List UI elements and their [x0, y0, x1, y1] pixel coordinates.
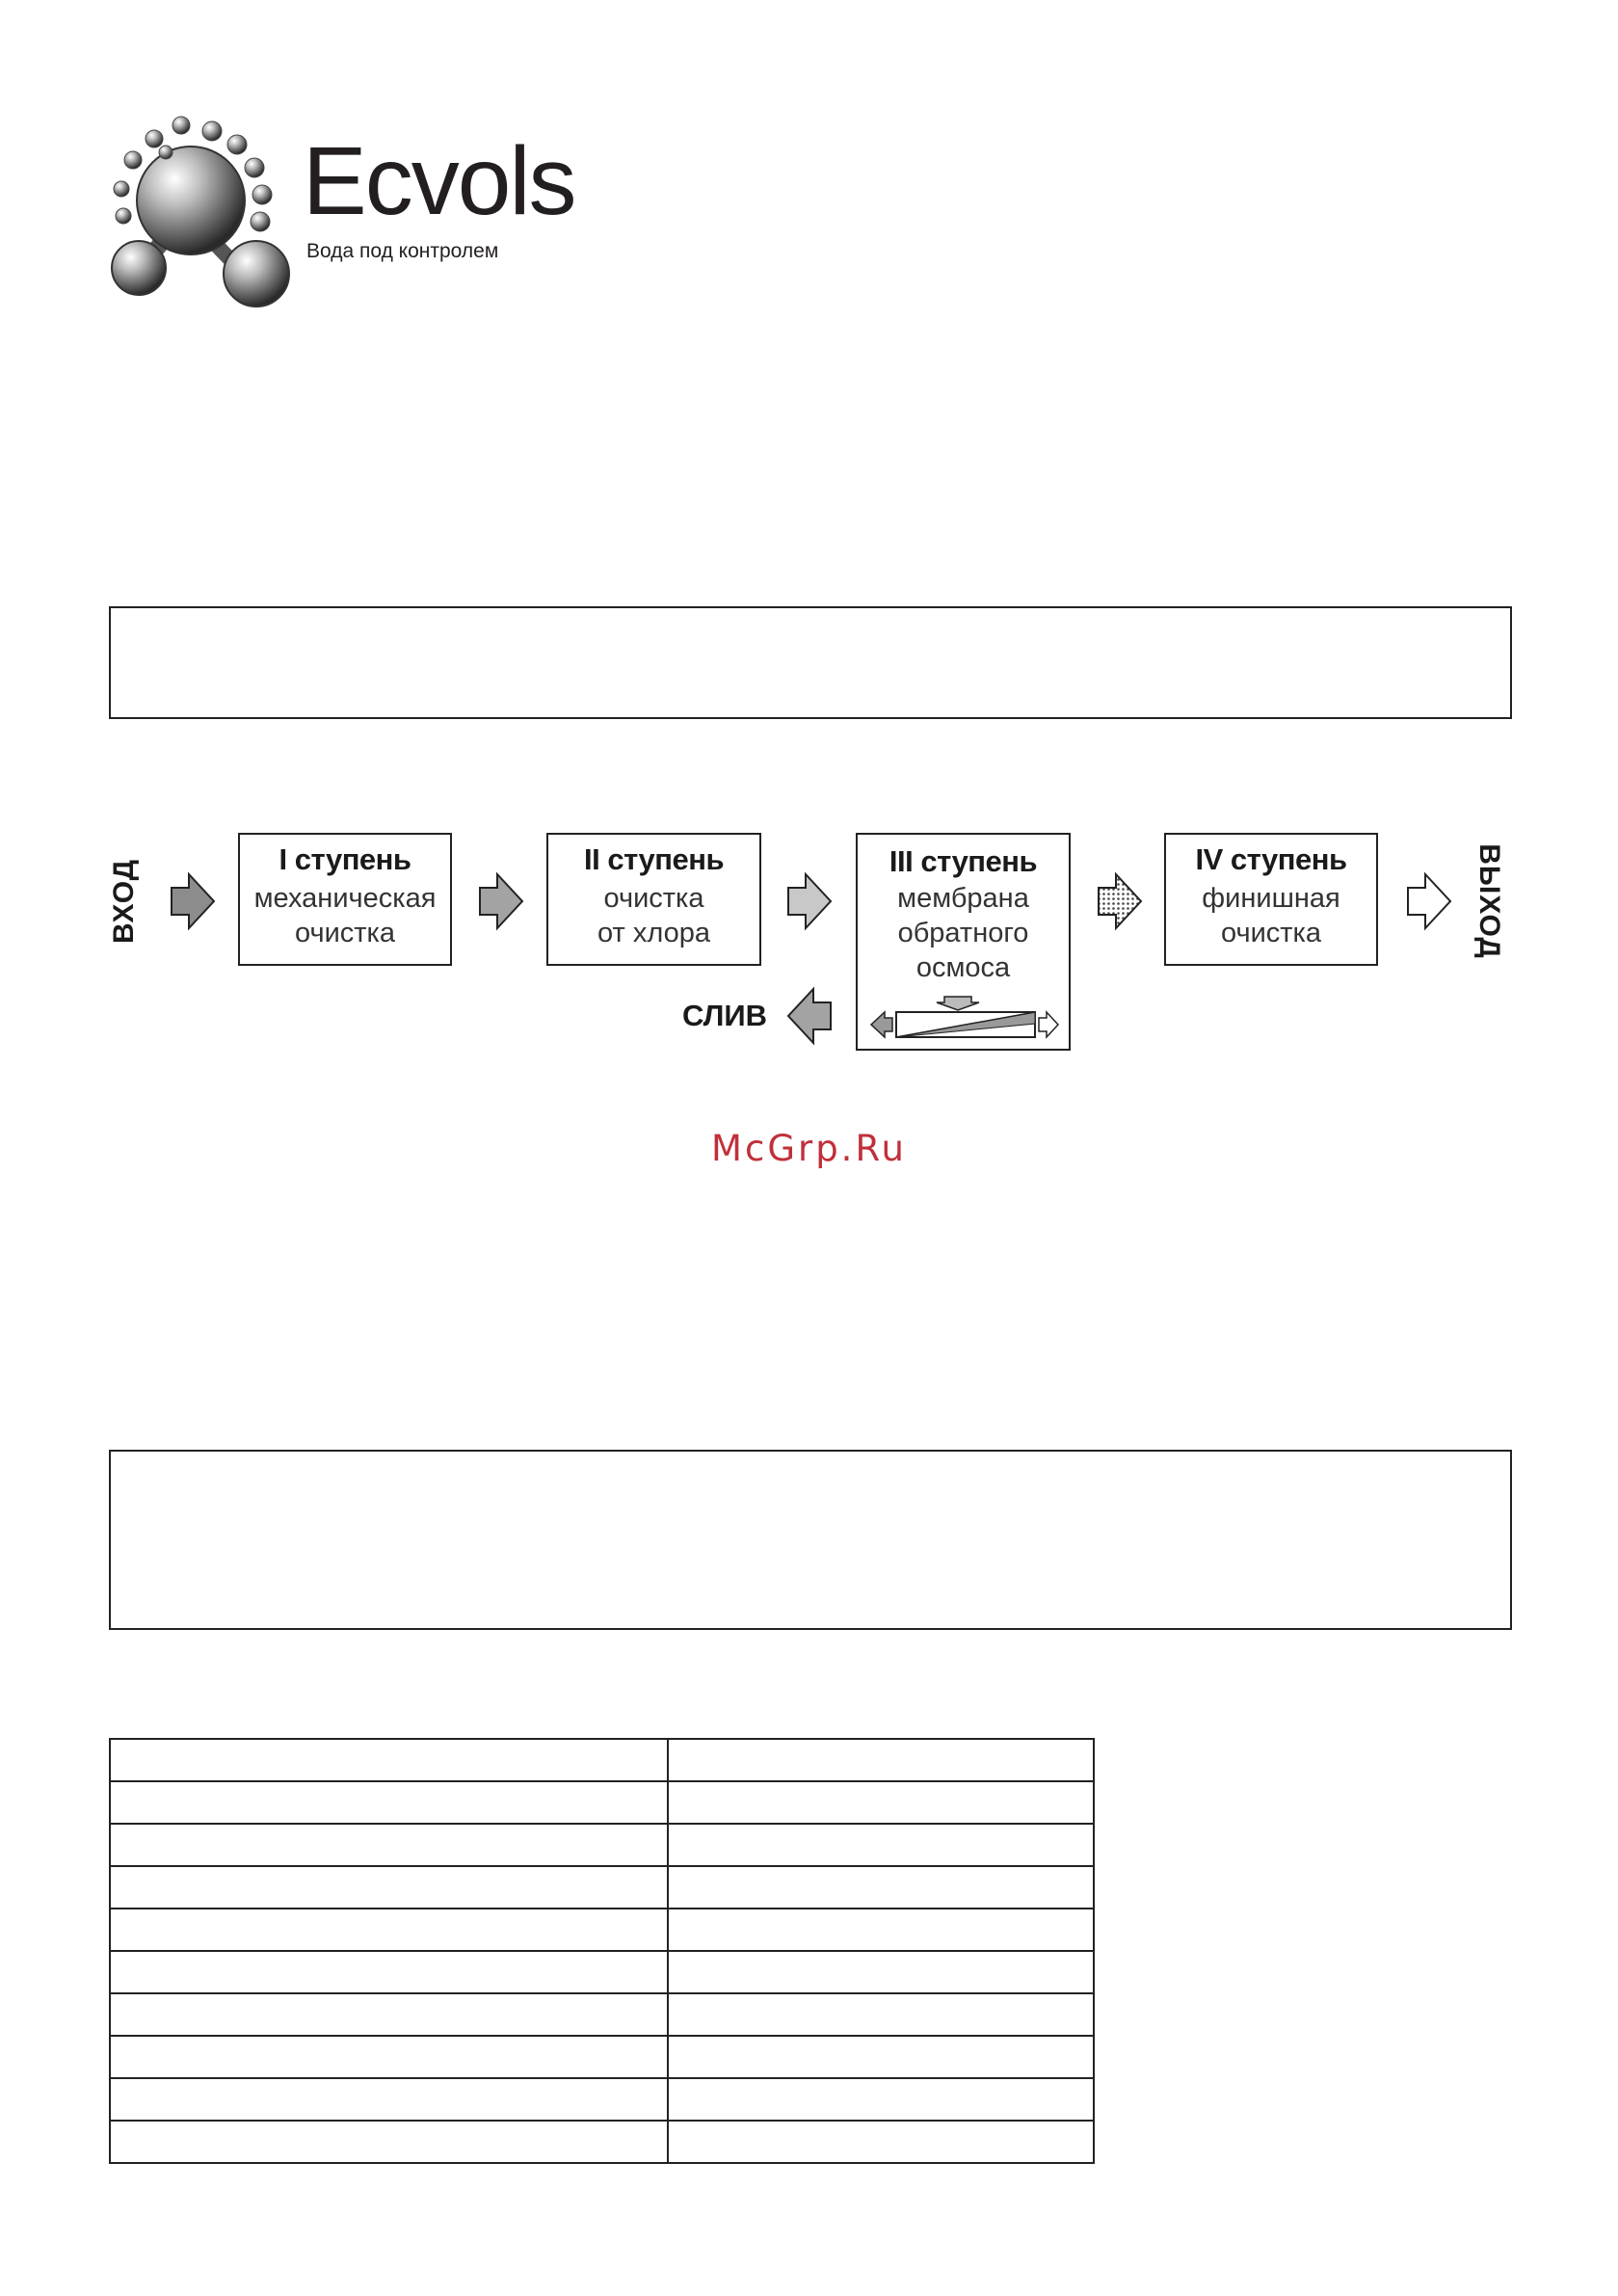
stage-title: IV ступень — [1195, 842, 1347, 876]
stage-4-box — [1164, 833, 1378, 966]
table-row — [110, 2078, 1094, 2121]
flow-arrow-icon — [786, 872, 833, 930]
table-cell — [668, 1781, 1094, 1824]
drain-arrow-icon — [786, 987, 833, 1045]
stage-3-box — [856, 833, 1071, 1051]
stage-desc-line: мембрана — [897, 883, 1029, 914]
stage-desc-line: очистка — [603, 883, 704, 914]
stage-desc-line: обратного — [897, 918, 1029, 948]
stage-title: I ступень — [279, 842, 411, 876]
table-row — [110, 1951, 1094, 1993]
table-cell — [668, 1824, 1094, 1866]
table-cell — [110, 1739, 668, 1781]
table-cell — [110, 2121, 668, 2163]
table-cell — [668, 2078, 1094, 2121]
stage-desc-line: очистка — [1220, 918, 1322, 948]
table-row — [110, 1781, 1094, 1824]
table-row — [110, 2036, 1094, 2078]
table-cell — [668, 1866, 1094, 1909]
outlet-label: ВЫХОД — [1473, 843, 1505, 959]
table-cell — [110, 1909, 668, 1951]
table-row — [110, 1739, 1094, 1781]
stage-2-box — [546, 833, 761, 966]
flow-arrow-icon — [1406, 872, 1452, 930]
table-row — [110, 1824, 1094, 1866]
spec-table — [109, 1738, 1095, 2164]
brand-tagline: Вода под контролем — [306, 240, 499, 262]
table-cell — [668, 1951, 1094, 1993]
table-cell — [110, 1951, 668, 1993]
empty-text-frame-middle — [109, 1450, 1512, 1630]
inlet-label: ВХОД — [108, 858, 140, 945]
stage-desc-line: финишная — [1202, 883, 1340, 914]
stage-desc-line: осмоса — [915, 952, 1011, 983]
empty-text-frame-top — [109, 606, 1512, 719]
table-cell — [110, 1781, 668, 1824]
table-row — [110, 1909, 1094, 1951]
flow-arrow-icon — [170, 872, 216, 930]
drain-label: СЛИВ — [682, 999, 768, 1032]
table-row — [110, 1866, 1094, 1909]
table-cell — [668, 2121, 1094, 2163]
table-cell — [668, 1909, 1094, 1951]
table-row — [110, 1993, 1094, 2036]
table-cell — [110, 2078, 668, 2121]
flow-arrow-icon — [1097, 872, 1143, 930]
table-cell — [110, 1993, 668, 2036]
stage-desc-line: очистка — [294, 918, 396, 948]
flow-arrow-icon — [478, 872, 524, 930]
table-row — [110, 2121, 1094, 2163]
stage-1-box — [238, 833, 452, 966]
table-cell — [668, 1993, 1094, 2036]
table-cell — [110, 1824, 668, 1866]
droplets-logo-icon — [104, 112, 297, 314]
table-cell — [668, 1739, 1094, 1781]
table-cell — [110, 1866, 668, 1909]
table-cell — [110, 2036, 668, 2078]
stage-title: III ступень — [889, 844, 1038, 878]
watermark: McGrp.Ru — [711, 1128, 907, 1169]
stage-title: II ступень — [583, 842, 725, 876]
brand-name: Ecvols — [303, 127, 575, 235]
stage-desc-line: от хлора — [597, 918, 710, 948]
stage-desc-line: механическая — [253, 883, 437, 914]
membrane-icon — [867, 995, 1060, 1039]
table-cell — [668, 2036, 1094, 2078]
